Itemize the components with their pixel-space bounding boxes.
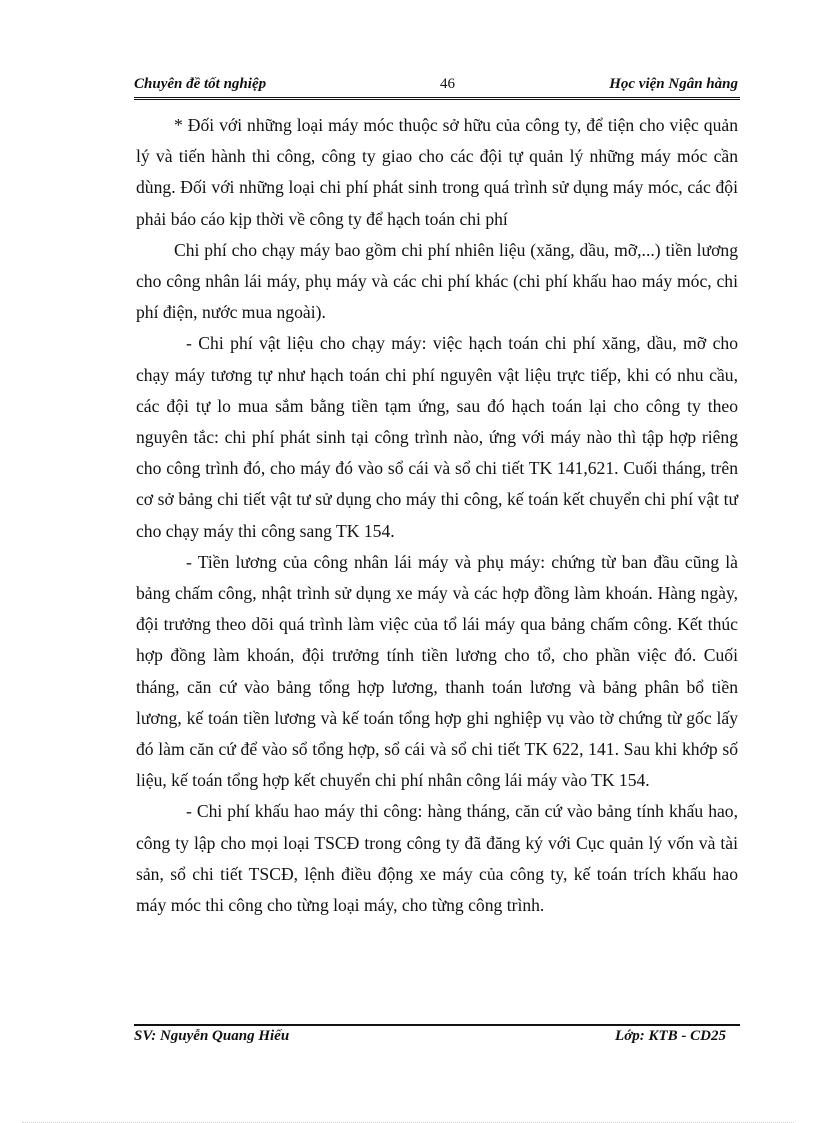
page-number: 46 bbox=[440, 76, 455, 92]
document-body bbox=[136, 110, 738, 921]
paragraph-3: - Chi phí vật liệu cho chạy máy: việc hạch toán chi phí xăng, dầu, mỡ cho chạy máy tương tự như hạch toán chi phí nguyên vật liệu trực tiếp, khi có nhu cầu, các đội tự lo mua sắm bằng tiền tạm ứng, sau đó hạch toán lại cho công ty theo nguyên tắc: chi phí phát sinh tại công trình nào, ứng với máy nào thì tập hợp riêng cho công trình đó, cho máy đó vào sổ cái và sổ chi tiết TK 141,621. Cuối tháng, trên cơ sở bảng chi tiết vật tư sử dụng cho máy thi công, kế toán kết chuyển chi phí vật tư cho chạy máy thi công sang TK 154. bbox=[136, 333, 738, 541]
header-title: Chuyên đề tốt nghiệp bbox=[134, 76, 267, 92]
footer-student: SV: Nguyễn Quang Hiếu bbox=[134, 1028, 290, 1044]
header-rule bbox=[134, 97, 740, 100]
header-institution: Học viện Ngân hàng bbox=[609, 76, 738, 92]
paragraph-1: * Đối với những loại máy móc thuộc sở hữu của công ty, để tiện cho việc quản lý và tiến hành thi công, công ty giao cho các đội tự quản lý những máy móc cần dùng. Đối với những loại chi phí phát sinh trong quá trình sử dụng máy móc, các đội phải báo cáo kịp thời về công ty để hạch toán chi phí bbox=[136, 115, 738, 229]
page-header bbox=[134, 76, 738, 98]
paragraph-5: - Chi phí khấu hao máy thi công: hàng tháng, căn cứ vào bảng tính khấu hao, công ty lập cho mọi loại TSCĐ trong công ty đã đăng ký với Cục quản lý vốn và tài sản, sổ chi tiết TSCĐ, lệnh điều động xe máy của công ty, kế toán trích khấu hao máy móc thi công cho từng loại máy, cho từng công trình. bbox=[136, 801, 738, 916]
footer-rule bbox=[134, 1024, 740, 1026]
paragraph-2: Chi phí cho chạy máy bao gồm chi phí nhiên liệu (xăng, dầu, mỡ,...) tiền lương cho công nhân lái máy, phụ máy và các chi phí khác (chi phí khấu hao máy móc, chi phí điện, nước mua ngoài). bbox=[136, 239, 738, 323]
page-footer bbox=[134, 1028, 734, 1050]
footer-class: Lớp: KTB - CD25 bbox=[615, 1028, 726, 1044]
paragraph-4: - Tiền lương của công nhân lái máy và phụ máy: chứng từ ban đầu cũng là bảng chấm công, nhật trình sử dụng xe máy và các hợp đồng làm khoán. Hàng ngày, đội trưởng theo dõi quá trình làm việc của tổ lái máy qua bảng chấm công. Kết thúc hợp đồng làm khoán, đội trưởng tính tiền lương cho tổ, cho phần việc đó. Cuối tháng, căn cứ vào bảng tổng hợp lương, thanh toán lương và bảng phân bổ tiền lương, kế toán tiền lương và kế toán tổng hợp ghi nghiệp vụ vào tờ chứng từ gốc lấy đó làm căn cứ để vào sổ tổng hợp, sổ cái và sổ chi tiết TK 622, 141. Sau khi khớp số liệu, kế toán tổng hợp kết chuyển chi phí nhân công lái máy vào TK 154. bbox=[136, 551, 738, 791]
